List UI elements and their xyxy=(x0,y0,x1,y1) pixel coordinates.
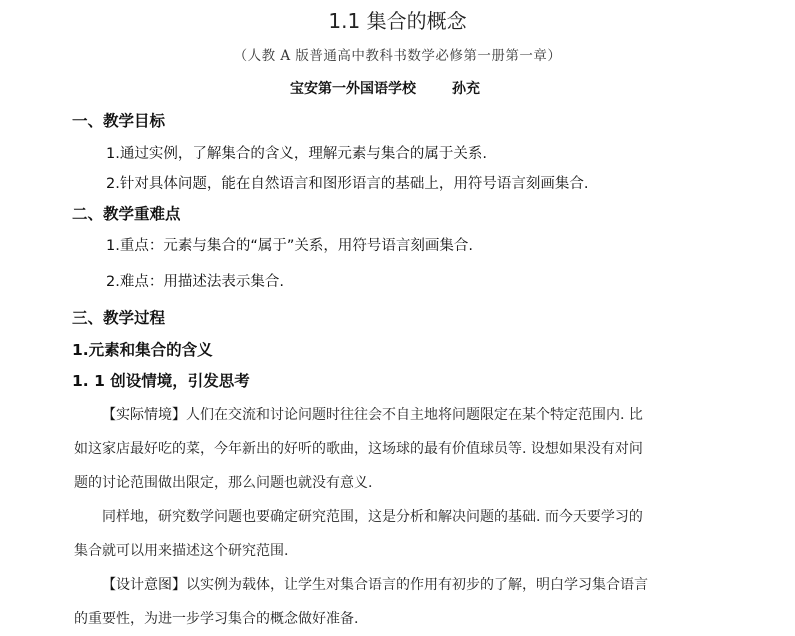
section-heading-process: 三、教学过程 xyxy=(72,309,166,327)
paragraph-tag: 【实际情境】 xyxy=(102,407,186,423)
document-subtitle: （人教 A 版普通高中教科书数学必修第一册第一章） xyxy=(233,48,562,64)
goal-item-1: 1.通过实例，了解集合的含义，理解元素与集合的属于关系. xyxy=(106,146,487,162)
key-point-item-1: 1.重点：元素与集合的“属于”关系，用符号语言刻画集合. xyxy=(106,238,473,254)
paragraph-line xyxy=(74,568,724,602)
paragraph-line: 题的讨论范围做出限定，那么问题也就没有意义. xyxy=(74,475,373,491)
paragraph-same-way xyxy=(74,500,724,568)
subsection-heading-1-1: 1. 1 创设情境，引发思考 xyxy=(72,372,250,390)
subsection-heading-1: 1.元素和集合的含义 xyxy=(72,341,213,359)
document-title: 1.1 集合的概念 xyxy=(328,9,467,33)
section-heading-goals: 一、教学目标 xyxy=(72,112,166,130)
paragraph-actual-situation xyxy=(74,398,724,500)
paragraph-tag: 【设计意图】 xyxy=(102,577,186,593)
paragraph-line: 集合就可以用来描述这个研究范围. xyxy=(74,543,289,559)
paragraph-line xyxy=(74,398,724,432)
paragraph-text: 同样地，研究数学问题也要确定研究范围，这是分析和解决问题的基础. 而今天要学习的 xyxy=(102,509,643,525)
paragraph-line xyxy=(74,500,724,534)
key-point-item-2: 2.难点：用描述法表示集合. xyxy=(106,274,284,290)
paragraph-text: 以实例为载体，让学生对集合语言的作用有初步的了解，明白学习集合语言 xyxy=(186,577,648,593)
school-name: 宝安第一外国语学校 xyxy=(290,81,416,97)
paragraph-text: 人们在交流和讨论问题时往往会不自主地将问题限定在某个特定范围内. 比 xyxy=(186,407,643,423)
author-name: 孙充 xyxy=(452,81,480,97)
goal-item-2: 2.针对具体问题，能在自然语言和图形语言的基础上，用符号语言刻画集合. xyxy=(106,176,589,192)
author-line xyxy=(290,79,480,99)
paragraph-line: 的重要性，为进一步学习集合的概念做好准备. xyxy=(74,611,359,627)
section-heading-key-points: 二、教学重难点 xyxy=(72,205,181,223)
paragraph-design-intent xyxy=(74,568,724,636)
paragraph-line: 如这家店最好吃的菜，今年新出的好听的歌曲，这场球的最有价值球员等. 设想如果没有对问 xyxy=(74,441,643,457)
